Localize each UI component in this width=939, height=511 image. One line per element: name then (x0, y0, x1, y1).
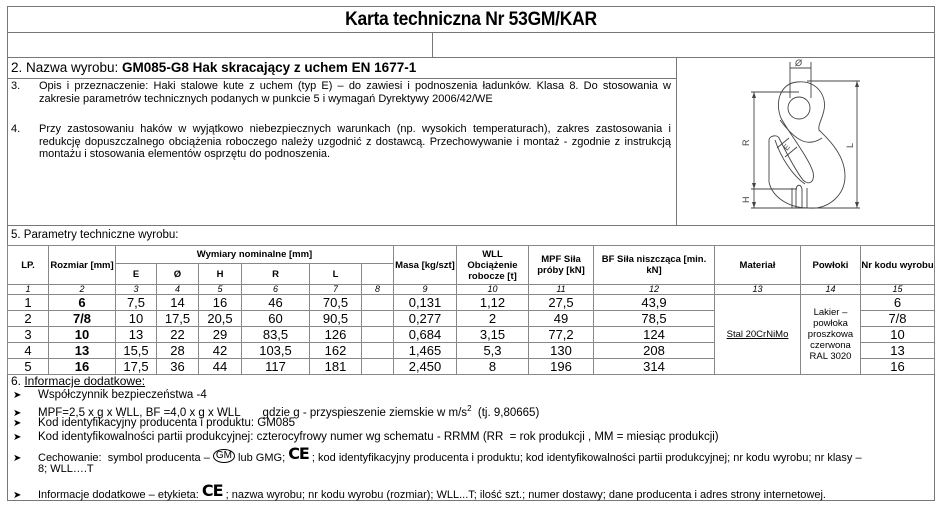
cell-wll: 2 (457, 311, 529, 327)
hook-drawing (677, 58, 934, 224)
r-label: R (741, 139, 751, 146)
section-6-title: Informacje dodatkowe: (24, 374, 146, 388)
header-code: Nr kodu wyrobu (861, 246, 935, 285)
cell-e: 17,5 (116, 359, 157, 375)
document-title: Karta techniczna Nr 53GM/KAR (345, 9, 597, 30)
cell-diameter: 36 (157, 359, 199, 375)
cell-wll: 5,3 (457, 343, 529, 359)
section-6-heading (11, 374, 145, 388)
cell-diameter: 17,5 (157, 311, 199, 327)
column-number: 10 (457, 285, 529, 295)
gm-logo-icon: GM (213, 449, 235, 463)
cell-l: 90,5 (310, 311, 362, 327)
l-label: L (845, 142, 855, 148)
cell-r: 117 (242, 359, 310, 375)
cell-code: 10 (861, 327, 935, 343)
info-text: (tj. 9,80665) (471, 406, 540, 419)
cell-diameter: 28 (157, 343, 199, 359)
cell-lp: 2 (8, 311, 49, 327)
cell-lp: 5 (8, 359, 49, 375)
header-lp: LP. (8, 246, 49, 285)
cell-mpf: 49 (529, 311, 594, 327)
arrowhead-bullet-icon: ➤ (13, 490, 22, 501)
header-dim-diameter: Ø (157, 264, 199, 285)
cell-bf: 124 (594, 327, 715, 343)
cell-e: 15,5 (116, 343, 157, 359)
info-item (13, 388, 207, 403)
arrowhead-bullet-icon: ➤ (13, 390, 22, 401)
arrowhead-bullet-icon: ➤ (13, 432, 22, 443)
cell-code: 7/8 (861, 311, 935, 327)
cell-lp: 1 (8, 295, 49, 311)
column-number: 4 (157, 285, 199, 295)
cell-l: 126 (310, 327, 362, 343)
cell-size: 13 (49, 343, 116, 359)
info-text: MPF=2,5 x g x WLL, BF =4,0 x g x WLL gdzie g - przyspieszenie ziemskie w m/s (38, 406, 468, 419)
column-number: 15 (861, 285, 935, 295)
cell-lp: 4 (8, 343, 49, 359)
column-number-row (8, 285, 935, 295)
info-item-continuation: 8; WLL….T (38, 463, 94, 475)
header-dim-r: R (242, 264, 310, 285)
cell-col8 (362, 343, 394, 359)
product-name-row (11, 59, 416, 77)
cell-e: 10 (116, 311, 157, 327)
header-dim-blank (362, 264, 394, 285)
cell-r: 60 (242, 311, 310, 327)
cell-diameter: 14 (157, 295, 199, 311)
cell-h: 42 (199, 343, 242, 359)
description-text: Opis i przeznaczenie: Haki stalowe kute z uchem (typ E) – do zawiesi i podnoszenia ładunków. Klasa 8. Do stosowania w zakresie parametrów technicznych podanych w punkcie 5 i wymagań Dyrektywy 2006/42/WE (39, 80, 671, 105)
header-mass: Masa [kg/szt] (394, 246, 457, 285)
cell-h: 29 (199, 327, 242, 343)
cell-bf: 208 (594, 343, 715, 359)
info-text: ; nazwa wyrobu; nr kodu wyrobu (rozmiar); WLL...T; ilość szt.; numer dostawy; dane producenta i adres strony internetowej. (222, 489, 826, 501)
cell-size: 10 (49, 327, 116, 343)
superscript: 2 (467, 404, 472, 413)
cell-size: 7/8 (49, 311, 116, 327)
column-number: 13 (715, 285, 801, 295)
cell-col8 (362, 327, 394, 343)
cell-diameter: 22 (157, 327, 199, 343)
header-coating: Powłoki (801, 246, 861, 285)
column-number: 7 (310, 285, 362, 295)
info-item (13, 416, 295, 431)
h-label: H (741, 196, 751, 203)
column-number: 5 (199, 285, 242, 295)
cell-code: 16 (861, 359, 935, 375)
header-bf: BF Siła niszcząca [min. kN] (594, 246, 715, 285)
table-row (8, 295, 935, 311)
cell-lp: 3 (8, 327, 49, 343)
cell-e: 7,5 (116, 295, 157, 311)
hook-diagram (677, 58, 934, 224)
cell-l: 70,5 (310, 295, 362, 311)
description-paragraph (11, 80, 671, 116)
cell-bf: 43,9 (594, 295, 715, 311)
info-text: lub GMG; (235, 452, 289, 464)
cell-r: 46 (242, 295, 310, 311)
header-dim-h: H (199, 264, 242, 285)
info-item (13, 444, 862, 466)
cell-coating: Lakier – powłoka proszkowa czerwona RAL 3020 (801, 295, 861, 375)
column-number: 1 (8, 285, 49, 295)
column-number: 14 (801, 285, 861, 295)
info-text: Kod identyfikacyjny producenta i produktu: GM085 (38, 417, 295, 429)
cell-mass: 1,465 (394, 343, 457, 359)
empty-header-cell-right (433, 33, 934, 57)
empty-header-cell-left (8, 33, 432, 57)
cell-wll: 8 (457, 359, 529, 375)
info-item (13, 430, 719, 445)
cell-size: 16 (49, 359, 116, 375)
usage-warning-paragraph (11, 123, 671, 163)
column-number: 11 (529, 285, 594, 295)
cell-col8 (362, 359, 394, 375)
info-text: ; kod identyfikacyjny producenta i produktu; kod identyfikowalności partii produkcyjnej; nr kodu wyrobu; nr klasy – (308, 452, 862, 464)
cell-mass: 0,684 (394, 327, 457, 343)
e-label: E (781, 142, 792, 153)
cell-l: 181 (310, 359, 362, 375)
cell-e: 13 (116, 327, 157, 343)
cell-mpf: 77,2 (529, 327, 594, 343)
cell-wll: 3,15 (457, 327, 529, 343)
header-mpf: MPF Siła próby [kN] (529, 246, 594, 285)
header-dim-e: E (116, 264, 157, 285)
divider (7, 78, 676, 79)
cell-h: 20,5 (199, 311, 242, 327)
section-5-heading: 5. Parametry techniczne wyrobu: (11, 229, 179, 241)
arrowhead-bullet-icon: ➤ (13, 418, 22, 429)
cell-code: 13 (861, 343, 935, 359)
header-size: Rozmiar [mm] (49, 246, 116, 285)
cell-mpf: 196 (529, 359, 594, 375)
diameter-label: Ø (795, 58, 803, 68)
cell-material: Stal 20CrNiMo (715, 295, 801, 375)
usage-warning-text: Przy zastosowaniu haków w wyjątkowo niebezpiecznych warunkach (np. wysokich temperaturach), zakres zastosowania i redukcję dopuszczalnego obciążenia roboczego należy uzgodnić z dostawcą. Przechowywanie i montaż - zgodnie z instrukcją montażu i stosowania elementów osprzętu do podnoszenia. (39, 123, 671, 160)
cell-col8 (362, 311, 394, 327)
cell-h: 44 (199, 359, 242, 375)
column-number: 9 (394, 285, 457, 295)
product-name: GM085-G8 Hak skracający z uchem EN 1677-1 (122, 60, 417, 75)
header-dim-l: L (310, 264, 362, 285)
technical-parameters-table (7, 245, 935, 375)
info-text: Współczynnik bezpieczeństwa -4 (38, 389, 207, 401)
column-number: 8 (362, 285, 394, 295)
header-wll: WLL Obciążenie robocze [t] (457, 246, 529, 285)
section-number: 4. (11, 123, 21, 135)
cell-mpf: 130 (529, 343, 594, 359)
header-material: Materiał (715, 246, 801, 285)
column-number: 6 (242, 285, 310, 295)
cell-h: 16 (199, 295, 242, 311)
cell-mpf: 27,5 (529, 295, 594, 311)
column-number: 3 (116, 285, 157, 295)
info-text: Cechowanie: symbol producenta – (38, 452, 213, 464)
header-dimensions-group: Wymiary nominalne [mm] (116, 246, 394, 264)
cell-mass: 0,131 (394, 295, 457, 311)
section-number: 3. (11, 80, 21, 92)
ce-mark-icon: CE (201, 481, 223, 500)
ce-mark-icon: CE (288, 444, 309, 463)
cell-size: 6 (49, 295, 116, 311)
cell-code: 6 (861, 295, 935, 311)
info-text: Informacje dodatkowe – etykieta: (38, 489, 202, 501)
cell-l: 162 (310, 343, 362, 359)
cell-mass: 0,277 (394, 311, 457, 327)
cell-bf: 78,5 (594, 311, 715, 327)
info-text: Kod identyfikowalności partii produkcyjnej: czterocyfrowy numer wg schematu - RRMM (RR = rok produkcji , MM = miesiąc produkcji) (38, 431, 719, 443)
arrowhead-bullet-icon: ➤ (13, 407, 22, 419)
arrowhead-bullet-icon: ➤ (13, 453, 22, 464)
cell-wll: 1,12 (457, 295, 529, 311)
divider (7, 225, 935, 226)
info-item (13, 481, 826, 503)
column-number: 2 (49, 285, 116, 295)
cell-r: 83,5 (242, 327, 310, 343)
cell-r: 103,5 (242, 343, 310, 359)
cell-mass: 2,450 (394, 359, 457, 375)
cell-bf: 314 (594, 359, 715, 375)
product-name-label: 2. Nazwa wyrobu: (11, 60, 123, 75)
cell-col8 (362, 295, 394, 311)
section-number: 6. (11, 374, 25, 388)
column-number: 12 (594, 285, 715, 295)
